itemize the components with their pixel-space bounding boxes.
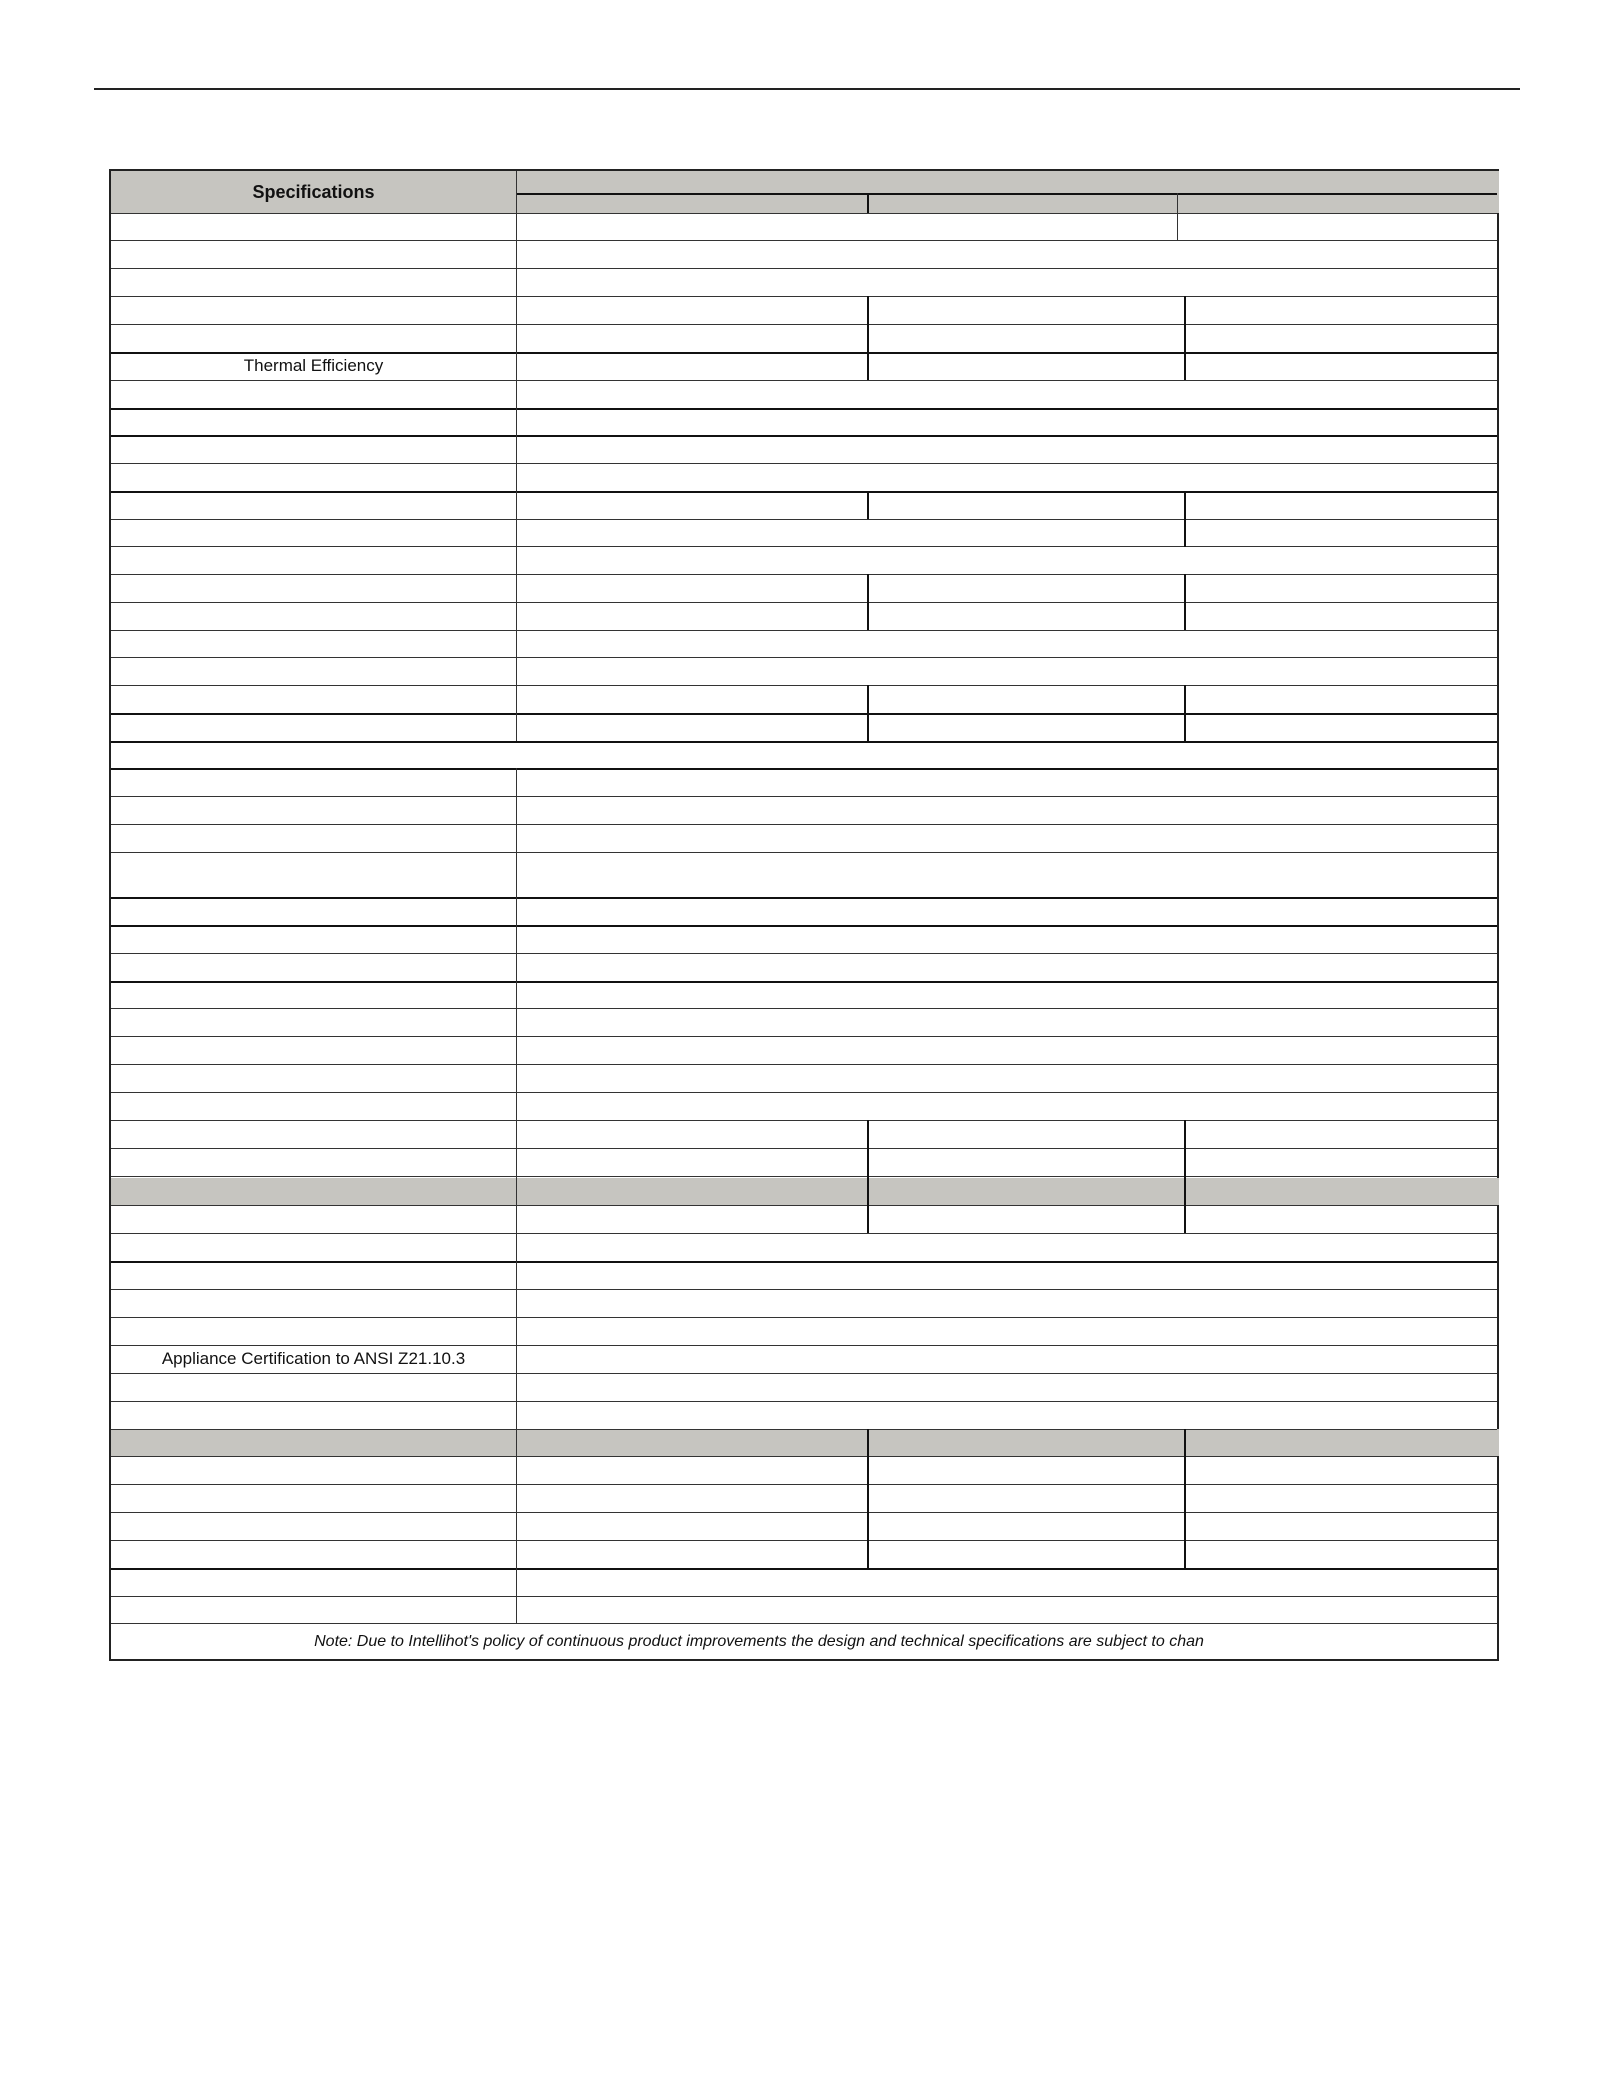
row-rule	[111, 685, 1497, 686]
row-rule	[111, 630, 1497, 631]
row-rule	[111, 1568, 1497, 1570]
section-row-shade-2	[111, 1429, 1499, 1456]
label-column-divider	[516, 171, 517, 741]
row-rule	[516, 193, 1497, 195]
row-rule	[111, 435, 1497, 437]
row-rule	[111, 491, 1497, 493]
row-rule	[111, 1484, 1497, 1485]
row-rule	[111, 1092, 1497, 1093]
row-rule	[111, 1036, 1497, 1037]
row-rule	[111, 1148, 1497, 1149]
row-rule	[111, 1008, 1497, 1009]
column-divider	[867, 1120, 869, 1233]
column-divider	[1184, 685, 1186, 741]
column-divider	[1184, 296, 1186, 380]
row-rule	[111, 574, 1497, 575]
row-rule	[111, 1064, 1497, 1065]
row-rule	[111, 240, 1497, 241]
row-rule	[111, 213, 1497, 214]
row-rule	[111, 953, 1497, 954]
row-rule	[111, 824, 1497, 825]
row-rule	[111, 1233, 1497, 1234]
row-rule	[111, 408, 1497, 410]
row-rule	[111, 1205, 1497, 1206]
row-rule	[111, 1373, 1497, 1374]
appliance-certification-label: Appliance Certification to ANSI Z21.10.3	[161, 1349, 466, 1368]
row-rule	[111, 768, 1497, 770]
column-divider	[867, 491, 869, 519]
column-divider	[1177, 193, 1178, 240]
specifications-header: Specifications	[252, 181, 375, 202]
row-rule	[111, 463, 1497, 464]
section-row-shade-1	[111, 1178, 1499, 1205]
disclaimer-note: Note: Due to Intellihot's policy of continuous product improvements the design and technical specifications are subject to chan	[314, 1633, 1204, 1650]
row-rule	[111, 657, 1497, 658]
column-divider	[1184, 491, 1186, 547]
row-rule	[111, 897, 1497, 899]
specifications-table	[109, 169, 1499, 1661]
row-rule	[111, 1429, 1497, 1430]
row-rule	[111, 741, 1497, 743]
column-divider	[867, 296, 869, 380]
row-rule	[111, 1317, 1497, 1318]
column-divider	[867, 1429, 869, 1568]
row-rule	[111, 296, 1497, 297]
row-rule	[111, 1596, 1497, 1597]
row-rule	[111, 796, 1497, 797]
row-rule	[111, 602, 1497, 603]
row-rule	[111, 925, 1497, 927]
column-divider	[867, 685, 869, 741]
row-rule	[111, 1540, 1497, 1541]
column-divider	[867, 193, 869, 213]
row-rule	[111, 1456, 1497, 1457]
column-divider	[1184, 1429, 1186, 1568]
column-divider	[1184, 1120, 1186, 1233]
row-rule	[111, 1289, 1497, 1290]
thermal-efficiency-label: Thermal Efficiency	[243, 356, 384, 375]
label-column-divider	[516, 768, 517, 1623]
row-rule	[111, 981, 1497, 983]
row-rule	[111, 1512, 1497, 1513]
row-rule	[111, 1120, 1497, 1121]
row-rule	[111, 852, 1497, 853]
row-rule	[111, 324, 1497, 325]
row-rule	[111, 268, 1497, 269]
row-rule	[111, 380, 1497, 381]
column-divider	[867, 574, 869, 630]
row-rule	[111, 713, 1497, 715]
row-rule	[111, 546, 1497, 547]
row-rule	[111, 1176, 1497, 1177]
row-rule	[111, 1261, 1497, 1263]
column-divider	[1184, 574, 1186, 630]
row-rule	[111, 519, 1497, 520]
page-top-rule	[94, 88, 1520, 90]
row-rule	[111, 1401, 1497, 1402]
